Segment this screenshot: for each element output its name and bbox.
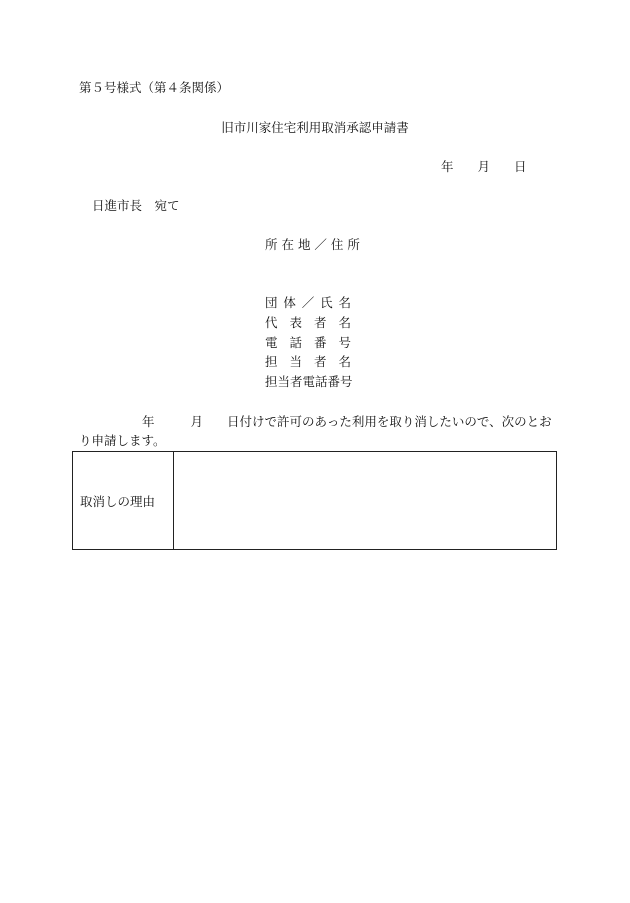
date-year: 年	[441, 159, 454, 174]
date-month: 月	[477, 159, 491, 174]
reason-label: 取消しの理由	[73, 452, 174, 549]
body-year: 年	[142, 414, 155, 429]
document-title: 旧市川家住宅利用取消承認申請書	[221, 120, 409, 135]
applicant-address-label: 所 在 地 ／ 住 所	[265, 237, 360, 252]
contact-phone-label: 担当者電話番号	[265, 374, 353, 389]
body-month: 月	[190, 414, 204, 429]
applicant-org-label: 団 体 ／ 氏 名	[265, 295, 351, 310]
representative-label: 代 表 者 名	[265, 315, 351, 330]
form-id: 第５号様式（第４条関係）	[79, 80, 230, 95]
addressee: 日進市長 宛て	[92, 198, 180, 213]
contact-person-label: 担 当 者 名	[265, 354, 351, 369]
body-rest: 日付けで許可のあった利用を取り消したいので、次のとお	[227, 414, 552, 429]
reason-table	[72, 451, 557, 550]
reason-value-cell[interactable]	[174, 452, 556, 549]
date-day: 日	[514, 159, 527, 174]
body-text-line1	[142, 416, 552, 429]
phone-label: 電 話 番 号	[265, 335, 351, 350]
date-line	[441, 161, 527, 174]
body-text-line2: り申請します。	[79, 433, 166, 448]
